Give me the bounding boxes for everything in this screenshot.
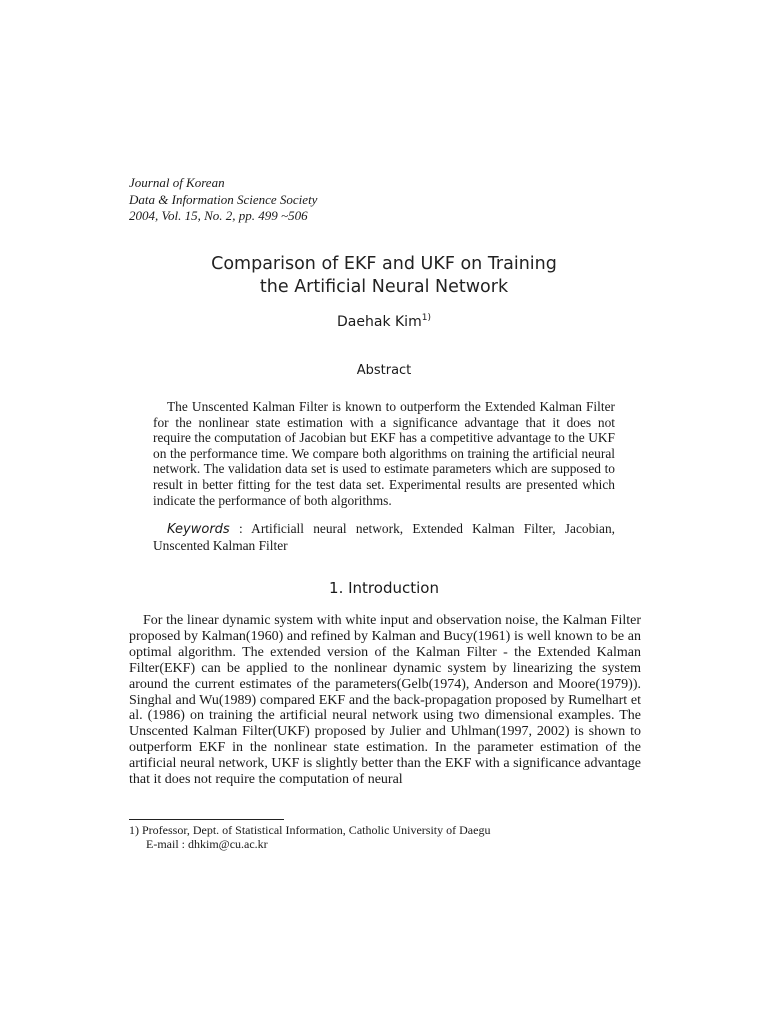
author-line [0, 313, 768, 330]
author-footnote-mark: 1) [421, 313, 431, 323]
footnote-email: E-mail : dhkim@cu.ac.kr [146, 837, 268, 851]
keywords-block [153, 521, 615, 553]
introduction-paragraph: For the linear dynamic system with white input and observation noise, the Kalman Filter proposed by Kalman(1960) and refined by Kalman and Bucy(1961) is well known to be an optimal algorithm. The extended version of the Kalman Filter - the Extended Kalman Filter(EKF) can be applied to the nonlinear dynamic system by linearizing the system around the current estimates of the parameters(Gelb(1974), Anderson and Moore(1979)). Singhal and Wu(1989) compared EKF and the back-propagation proposed by Rumelhart et al. (1986) on training the artificial neural network using two dimensional examples. The Unscented Kalman Filter(UKF) proposed by Julier and Uhlman(1997, 2002) is shown to outperform EKF in the nonlinear state estimation. In the parameter estimation of the artificial neural network, UKF is slightly better than the EKF with a significance advantage that it does not require the computation of neural [129, 613, 641, 788]
abstract-heading: Abstract [356, 363, 412, 378]
keywords-separator: : [229, 521, 252, 536]
footnote [129, 823, 490, 851]
keywords-label: Keywords [167, 522, 230, 537]
paper-title-line1: Comparison of EKF and UKF on Training [211, 254, 557, 274]
author-name: Daehak Kim [337, 314, 422, 330]
journal-citation [129, 175, 317, 225]
journal-name-line2: Data & Information Science Society [129, 191, 318, 207]
keywords-text: Artificiall neural network, Extended Kalman Filter, Jacobian, Unscented Kalman Filter [153, 521, 615, 553]
paper-title [0, 253, 768, 299]
footnote-affiliation: 1) Professor, Dept. of Statistical Information, Catholic University of Daegu [129, 823, 491, 837]
paper-title-line2: the Artificial Neural Network [259, 277, 509, 297]
abstract-text: The Unscented Kalman Filter is known to outperform the Extended Kalman Filter for the nonlinear state estimation with a significance advantage that it does not require the computation of Jacobian but EKF has a competitive advantage to the UKF on the performance time. We compare both algorithms on training the artificial neural network. The validation data set is used to estimate parameters which are supposed to result in better fitting for the test data set. Experimental results are presented which indicate the performance of both algorithms. [153, 399, 615, 508]
journal-volume-pages: 2004, Vol. 15, No. 2, pp. 499 ~506 [129, 208, 308, 223]
section-heading: 1. Introduction [329, 579, 439, 597]
journal-name-line1: Journal of Korean [129, 175, 225, 190]
footnote-divider [129, 819, 284, 820]
